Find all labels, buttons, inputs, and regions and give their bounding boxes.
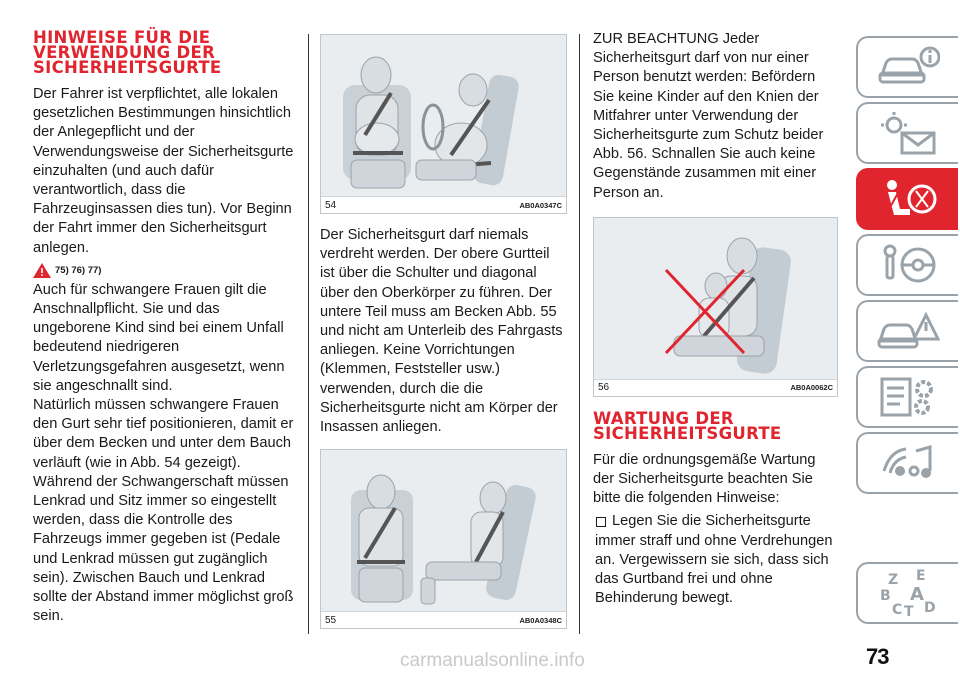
tab-safety[interactable] <box>856 168 958 230</box>
figure-54-caption <box>321 196 566 213</box>
figure-code: AB0A0062C <box>790 383 833 393</box>
alphabet-index-icon <box>876 568 940 618</box>
list-item <box>593 512 840 608</box>
figure-code: AB0A0348C <box>519 615 562 625</box>
figure-56 <box>593 217 838 397</box>
column-3 <box>593 30 840 608</box>
airbag-seat-icon <box>876 177 940 221</box>
paragraph-driver-obligation: Der Fahrer ist verpflichtet, alle lokalen gesetzlichen Bestimmungen hinsichtlich der Anlegepflicht und der Verwendungsweise der Sicherheitsgurte einzuhalten (und auch dafür verantwortlich, dass die Fahrzeuginsassen dies tun). Vor Beginn der Fahrt immer den Sicherheitsgurt anlegen. <box>33 86 294 256</box>
figure-55 <box>320 449 567 629</box>
figure-55-caption <box>321 611 566 628</box>
child-on-lap-prohibited-illustration <box>594 218 837 379</box>
multimedia-icon <box>876 441 940 485</box>
paragraph-belt-usage: Der Sicherheitsgurt darf niemals verdreht werden. Der obere Gurtteil ist über die Schulter und diagonal über den Oberkörper zu führen. Der untere Teil muss am Becken Abb. 55 und nicht am Unterleib des Fahrgasts anliegen. Keine Vorrichtungen (Klemmen, Feststeller usw.) verwenden, durch die die Sicherheitsgurte nicht am Körper der Insassen anliegen. <box>320 227 563 436</box>
tab-maintenance[interactable] <box>856 366 958 428</box>
paragraph-belt-position: Natürlich müssen schwangere Frauen den Gurt sehr tief positionieren, damit er über dem Becken und unter dem Bauch verläuft (wie in Abb. 54 gezeigt). Während der Schwangerschaft müssen Lenkrad und Sitz immer so eingestellt werden, dass die Kontrolle des Fahrzeugs immer gegeben ist (Pedale und Lenkrad müssen gut zugänglich sein). Zwischen Bauch und Lenkrad sollte der Abstand immer möglichst groß sein. <box>33 397 294 625</box>
tab-warning-lights[interactable] <box>856 102 958 164</box>
tab-car-info[interactable] <box>856 36 958 98</box>
tab-emergency[interactable] <box>856 300 958 362</box>
figure-number: 54 <box>325 199 337 211</box>
warning-refs-text: 75) 76) 77) <box>55 264 102 276</box>
emergency-car-icon <box>876 309 940 353</box>
tab-index[interactable] <box>856 562 958 624</box>
figure-56-caption <box>594 379 837 396</box>
warning-lights-icon <box>876 111 940 155</box>
page-number: 73 <box>866 644 889 669</box>
maintenance-icon <box>876 375 940 419</box>
figure-54 <box>320 34 567 214</box>
warning-triangle-icon <box>33 263 51 278</box>
warning-reference <box>33 263 298 278</box>
watermark: carmanualsonline.info <box>400 650 585 671</box>
paragraph-pregnant-women: Auch für schwangere Frauen gilt die Anschnallpflicht. Sie und das ungeborene Kind sind bei einem Unfall bedeutend niedrigeren Verletzungsgefahren ausgesetzt, wenn sie angeschnallt sind. <box>33 281 285 394</box>
seated-men-seatbelt-illustration <box>321 450 566 611</box>
svg-text:C: C <box>892 602 903 618</box>
tab-multimedia[interactable] <box>856 432 958 494</box>
column-2 <box>320 34 567 629</box>
paragraph-maintenance-intro: Für die ordnungsgemäße Wartung der Sicherheitsgurte beachten Sie bitte die folgenden Hinweise: <box>593 451 816 507</box>
car-info-icon <box>876 45 940 89</box>
figure-number: 55 <box>325 614 337 626</box>
tab-starting-driving[interactable] <box>856 234 958 296</box>
svg-text:Z: Z <box>888 572 899 588</box>
figure-code: AB0A0347C <box>519 200 562 210</box>
svg-text:B: B <box>880 588 891 604</box>
svg-text:A: A <box>910 584 924 605</box>
svg-text:E: E <box>916 568 926 584</box>
svg-text:T: T <box>904 604 914 618</box>
column-divider <box>308 34 309 634</box>
column-1 <box>33 30 298 626</box>
heading-seatbelt-instructions: HINWEISE FÜR DIE VERWENDUNG DER SICHERHEITSGURTE <box>33 28 222 77</box>
figure-number: 56 <box>598 382 610 394</box>
bullet-text: Legen Sie die Sicherheitsgurte immer straff und ohne Verdrehungen an. Vergewissern sie sich, dass sich das Gurtband frei und ohne Behinderung bewegt. <box>595 513 833 607</box>
paragraph-note-one-person: ZUR BEACHTUNG Jeder Sicherheitsgurt darf von nur einer Person benutzt werden: Befördern Sie keine Kinder auf den Knien der Mitfahrer unter Verwendung der Sicherheitsgurte zum Schutz beider Abb. 56. Schnallen Sie auch keine Gegenstände zusammen mit einer Person an. <box>593 31 824 201</box>
column-divider <box>579 34 580 634</box>
heading-seatbelt-maintenance: WARTUNG DER SICHERHEITSGURTE <box>593 408 782 443</box>
svg-text:D: D <box>924 600 936 616</box>
key-steering-icon <box>876 243 940 287</box>
pregnant-women-seatbelt-illustration <box>321 35 566 196</box>
